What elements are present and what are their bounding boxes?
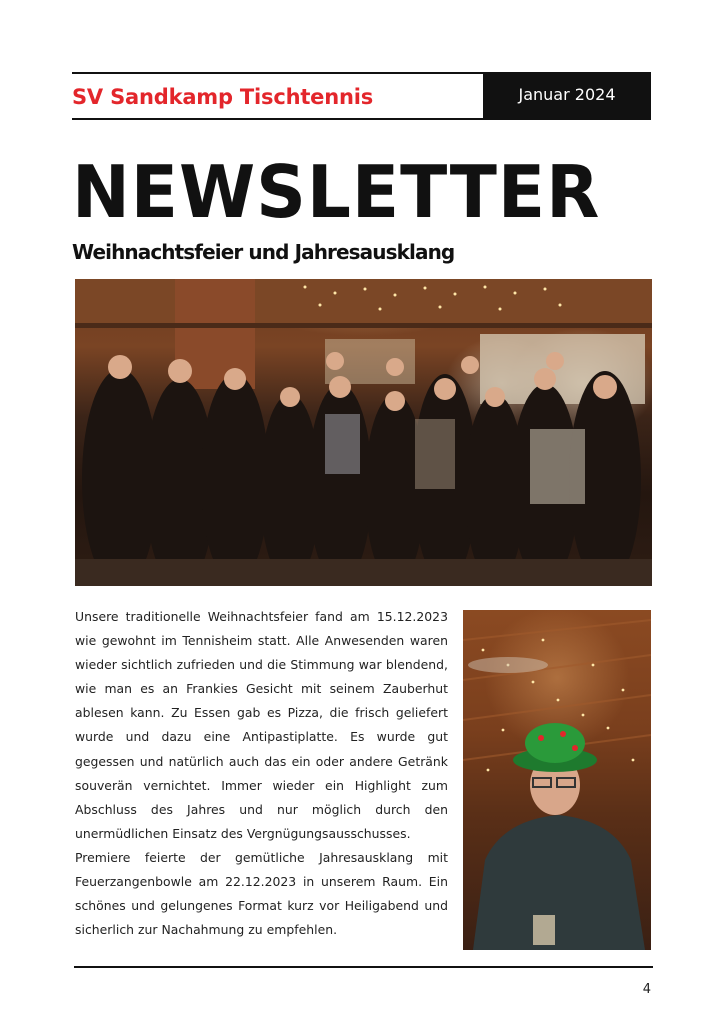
article-paragraph-2: Premiere feierte der gemütliche Jahresausklang mit Feuerzangenbowle am 22.12.2023 in unserem Raum. Ein schönes und gelungenes Format kurz vor Heiligabend und sicherlich zur Nachahmung zu empfehlen.: [75, 849, 448, 938]
article-body: [75, 605, 448, 942]
article-paragraph-1: Unsere traditionelle Weihnachtsfeier fand am 15.12.2023 wie gewohnt im Tennisheim statt. Alle Anwesenden waren wieder sichtlich zufrieden und die Stimmung war blendend, wie man es an Frankies Gesicht mit seinem Zauberhut ablesen kann. Zu Essen gab es Pizza, die frisch geliefert wurde und dazu eine Antipastiplatte. Es wurde gut gegessen und natürlich auch das ein oder andere Getränk souverän vernichtet. Immer wieder ein Highlight zum Abschluss des Jahres und nur möglich durch den unermüdlichen Einsatz des Vergnügungsausschusses.: [75, 609, 448, 841]
page-number: 4: [642, 982, 651, 997]
club-name: SV Sandkamp Tischtennis: [72, 85, 374, 109]
group-photo: [75, 279, 652, 586]
newsletter-title: NEWSLETTER: [72, 150, 601, 234]
article-heading: Weihnachtsfeier und Jahresausklang: [72, 240, 455, 264]
footer-divider: [74, 966, 653, 968]
issue-date: Januar 2024: [483, 72, 651, 120]
header-bar: [72, 72, 651, 120]
portrait-photo: [463, 610, 651, 950]
